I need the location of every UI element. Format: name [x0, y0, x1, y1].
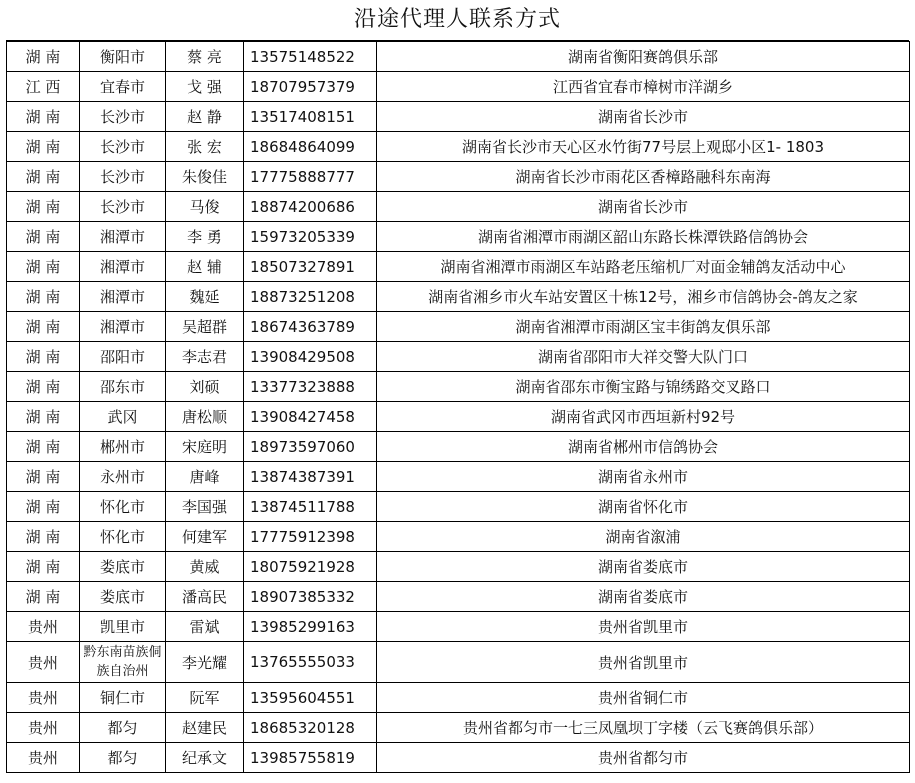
table-row [7, 42, 910, 72]
name-cell[interactable]: 戈 强 [166, 72, 244, 102]
table-row [7, 522, 910, 552]
phone-cell[interactable]: 13575148522 [244, 42, 377, 72]
name-cell[interactable]: 赵 辅 [166, 252, 244, 282]
name-cell[interactable]: 蔡 亮 [166, 42, 244, 72]
name-cell[interactable]: 雷斌 [166, 612, 244, 642]
address-cell[interactable]: 湖南省湘潭市雨湖区宝丰街鸽友俱乐部 [377, 312, 910, 342]
city-cell[interactable]: 都匀 [80, 713, 166, 743]
city-cell[interactable]: 湘潭市 [80, 282, 166, 312]
name-cell[interactable]: 刘硕 [166, 372, 244, 402]
phone-cell[interactable]: 18873251208 [244, 282, 377, 312]
name-cell[interactable]: 李国强 [166, 492, 244, 522]
table-row [7, 713, 910, 743]
table-row [7, 642, 910, 683]
province-cell[interactable]: 江 西 [7, 72, 80, 102]
table-row [7, 612, 910, 642]
phone-cell[interactable]: 18973597060 [244, 432, 377, 462]
city-cell[interactable]: 宜春市 [80, 72, 166, 102]
city-cell[interactable]: 凯里市 [80, 612, 166, 642]
spreadsheet [6, 0, 909, 773]
province-cell[interactable]: 湖 南 [7, 402, 80, 432]
name-cell[interactable]: 李 勇 [166, 222, 244, 252]
phone-cell[interactable]: 17775888777 [244, 162, 377, 192]
phone-cell[interactable]: 13377323888 [244, 372, 377, 402]
city-cell[interactable]: 湘潭市 [80, 252, 166, 282]
province-cell[interactable]: 湖 南 [7, 372, 80, 402]
name-cell[interactable]: 马俊 [166, 192, 244, 222]
city-cell[interactable]: 怀化市 [80, 522, 166, 552]
province-cell[interactable]: 湖 南 [7, 252, 80, 282]
city-cell[interactable]: 长沙市 [80, 132, 166, 162]
name-cell[interactable]: 朱俊佳 [166, 162, 244, 192]
phone-cell[interactable]: 18707957379 [244, 72, 377, 102]
phone-cell[interactable]: 18075921928 [244, 552, 377, 582]
phone-cell[interactable]: 18907385332 [244, 582, 377, 612]
province-cell[interactable]: 湖 南 [7, 522, 80, 552]
phone-cell[interactable]: 13517408151 [244, 102, 377, 132]
name-cell[interactable]: 黄威 [166, 552, 244, 582]
city-cell[interactable]: 长沙市 [80, 192, 166, 222]
name-cell[interactable]: 赵 静 [166, 102, 244, 132]
address-cell[interactable]: 贵州省都匀市 [377, 743, 910, 773]
city-cell[interactable]: 湘潭市 [80, 312, 166, 342]
province-cell[interactable]: 湖 南 [7, 552, 80, 582]
province-cell[interactable]: 湖 南 [7, 462, 80, 492]
name-cell[interactable]: 张 宏 [166, 132, 244, 162]
city-cell[interactable]: 铜仁市 [80, 683, 166, 713]
phone-cell[interactable]: 13908427458 [244, 402, 377, 432]
address-cell[interactable]: 湖南省衡阳赛鸽俱乐部 [377, 42, 910, 72]
phone-cell[interactable]: 18684864099 [244, 132, 377, 162]
address-cell[interactable]: 贵州省铜仁市 [377, 683, 910, 713]
phone-cell[interactable]: 17775912398 [244, 522, 377, 552]
province-cell[interactable]: 湖 南 [7, 222, 80, 252]
province-cell[interactable]: 贵州 [7, 612, 80, 642]
table-row [7, 552, 910, 582]
phone-cell[interactable]: 13985299163 [244, 612, 377, 642]
province-cell[interactable]: 湖 南 [7, 582, 80, 612]
city-cell[interactable]: 都匀 [80, 743, 166, 773]
province-cell[interactable]: 湖 南 [7, 492, 80, 522]
address-cell[interactable]: 湖南省长沙市天心区水竹街77号层上观邸小区1- 1803 [377, 132, 910, 162]
table-row [7, 312, 910, 342]
name-cell[interactable]: 纪承文 [166, 743, 244, 773]
name-cell[interactable]: 何建军 [166, 522, 244, 552]
address-cell[interactable]: 江西省宜春市樟树市洋湖乡 [377, 72, 910, 102]
phone-cell[interactable]: 13985755819 [244, 743, 377, 773]
phone-cell[interactable]: 15973205339 [244, 222, 377, 252]
address-cell[interactable]: 湖南省长沙市 [377, 102, 910, 132]
name-cell[interactable]: 吴超群 [166, 312, 244, 342]
table-row [7, 102, 910, 132]
province-cell[interactable]: 湖 南 [7, 312, 80, 342]
phone-cell[interactable]: 18674363789 [244, 312, 377, 342]
address-cell[interactable]: 湖南省溆浦 [377, 522, 910, 552]
name-cell[interactable]: 李志君 [166, 342, 244, 372]
address-cell[interactable]: 湖南省武冈市西垣新村92号 [377, 402, 910, 432]
province-cell[interactable]: 湖 南 [7, 102, 80, 132]
city-cell[interactable]: 黔东南苗族侗族自治州 [80, 642, 166, 683]
table-row [7, 342, 910, 372]
address-cell[interactable]: 贵州省凯里市 [377, 642, 910, 683]
phone-cell[interactable]: 13908429508 [244, 342, 377, 372]
table-row [7, 132, 910, 162]
phone-cell[interactable]: 18874200686 [244, 192, 377, 222]
province-cell[interactable]: 湖 南 [7, 192, 80, 222]
province-cell[interactable]: 贵州 [7, 642, 80, 683]
province-cell[interactable]: 湖 南 [7, 342, 80, 372]
address-cell[interactable]: 湖南省湘潭市雨湖区韶山东路长株潭铁路信鸽协会 [377, 222, 910, 252]
phone-cell[interactable]: 13595604551 [244, 683, 377, 713]
city-cell[interactable]: 长沙市 [80, 102, 166, 132]
table-row [7, 192, 910, 222]
city-cell[interactable]: 怀化市 [80, 492, 166, 522]
phone-cell[interactable]: 18685320128 [244, 713, 377, 743]
province-cell[interactable]: 湖 南 [7, 432, 80, 462]
name-cell[interactable]: 赵建民 [166, 713, 244, 743]
name-cell[interactable]: 阮军 [166, 683, 244, 713]
name-cell[interactable]: 魏延 [166, 282, 244, 312]
phone-cell[interactable]: 18507327891 [244, 252, 377, 282]
table-row [7, 72, 910, 102]
table-row [7, 432, 910, 462]
table-row [7, 222, 910, 252]
province-cell[interactable]: 贵州 [7, 683, 80, 713]
table-row [7, 743, 910, 773]
province-cell[interactable]: 湖 南 [7, 132, 80, 162]
name-cell[interactable]: 唐峰 [166, 462, 244, 492]
table-row [7, 162, 910, 192]
city-cell[interactable]: 长沙市 [80, 162, 166, 192]
address-cell[interactable]: 湖南省湘乡市火车站安置区十栋12号，湘乡市信鸽协会-鸽友之家 [377, 282, 910, 312]
address-cell[interactable]: 湖南省长沙市 [377, 192, 910, 222]
province-cell[interactable]: 贵州 [7, 743, 80, 773]
table-row [7, 492, 910, 522]
address-cell[interactable]: 湖南省永州市 [377, 462, 910, 492]
table-row [7, 252, 910, 282]
city-cell[interactable]: 湘潭市 [80, 222, 166, 252]
city-cell[interactable]: 永州市 [80, 462, 166, 492]
phone-cell[interactable]: 13874387391 [244, 462, 377, 492]
address-cell[interactable]: 湖南省怀化市 [377, 492, 910, 522]
address-cell[interactable]: 湖南省邵阳市大祥交警大队门口 [377, 342, 910, 372]
name-cell[interactable]: 宋庭明 [166, 432, 244, 462]
city-cell[interactable]: 郴州市 [80, 432, 166, 462]
city-cell[interactable]: 娄底市 [80, 552, 166, 582]
table-row [7, 462, 910, 492]
province-cell[interactable]: 湖 南 [7, 42, 80, 72]
name-cell[interactable]: 潘高民 [166, 582, 244, 612]
city-cell[interactable]: 衡阳市 [80, 42, 166, 72]
city-cell[interactable]: 邵东市 [80, 372, 166, 402]
province-cell[interactable]: 贵州 [7, 713, 80, 743]
address-cell[interactable]: 湖南省娄底市 [377, 582, 910, 612]
name-cell[interactable]: 李光耀 [166, 642, 244, 683]
address-cell[interactable]: 湖南省长沙市雨花区香樟路融科东南海 [377, 162, 910, 192]
address-cell[interactable]: 贵州省凯里市 [377, 612, 910, 642]
address-cell[interactable]: 贵州省都匀市一七三凤凰坝丁字楼（云飞赛鸽俱乐部） [377, 713, 910, 743]
table-row [7, 282, 910, 312]
address-cell[interactable]: 湖南省湘潭市雨湖区车站路老压缩机厂对面金辅鸽友活动中心 [377, 252, 910, 282]
table-row [7, 372, 910, 402]
province-cell[interactable]: 湖 南 [7, 282, 80, 312]
table-row [7, 582, 910, 612]
province-cell[interactable]: 湖 南 [7, 162, 80, 192]
name-cell[interactable]: 唐松顺 [166, 402, 244, 432]
phone-cell[interactable]: 13874511788 [244, 492, 377, 522]
table-row [7, 683, 910, 713]
city-cell[interactable]: 邵阳市 [80, 342, 166, 372]
contact-table [6, 41, 910, 773]
city-cell[interactable]: 武冈 [80, 402, 166, 432]
address-cell[interactable]: 湖南省郴州市信鸽协会 [377, 432, 910, 462]
phone-cell[interactable]: 13765555033 [244, 642, 377, 683]
sheet-title: 沿途代理人联系方式 [6, 0, 909, 41]
city-cell[interactable]: 娄底市 [80, 582, 166, 612]
table-row [7, 402, 910, 432]
address-cell[interactable]: 湖南省娄底市 [377, 552, 910, 582]
address-cell[interactable]: 湖南省邵东市衡宝路与锦绣路交叉路口 [377, 372, 910, 402]
